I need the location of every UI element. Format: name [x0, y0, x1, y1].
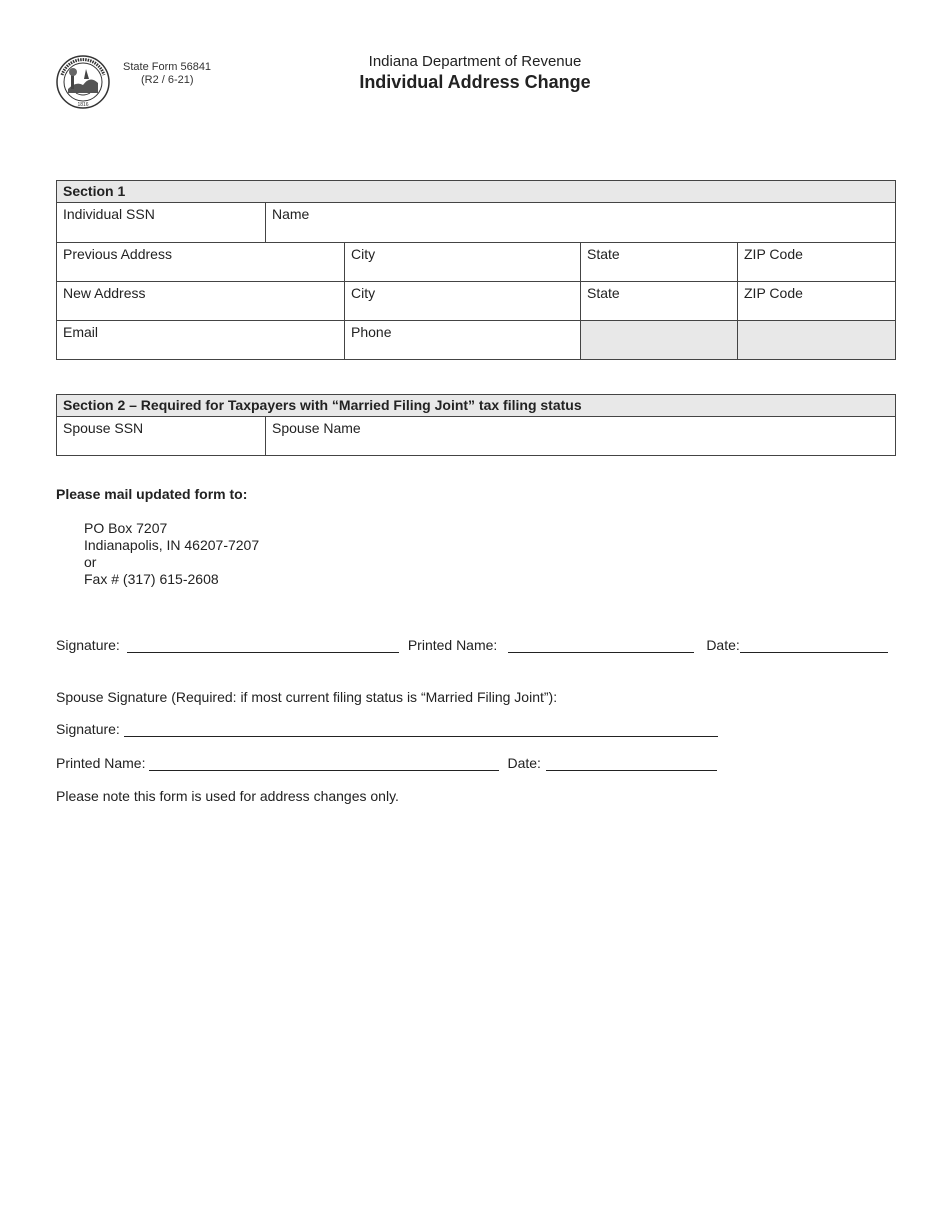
spouse-printed-name-label: Printed Name:: [56, 755, 146, 771]
previous-address-label: Previous Address: [63, 246, 172, 262]
printed-name-label: Printed Name:: [407, 637, 498, 653]
previous-state-label: State: [587, 246, 620, 262]
page-title: Individual Address Change: [359, 72, 591, 92]
date-label: Date:: [706, 637, 740, 653]
spouse-signature-label: Signature:: [56, 721, 120, 737]
spouse-signature-line[interactable]: [124, 722, 718, 737]
signature-line[interactable]: [127, 638, 399, 653]
new-city-field[interactable]: [345, 282, 581, 321]
mailing-address: [84, 520, 259, 588]
spouse-ssn-label: Spouse SSN: [63, 420, 144, 436]
name-label: Name: [272, 206, 310, 222]
previous-city-field[interactable]: [345, 243, 581, 282]
section-2-heading: Section 2 – Required for Taxpayers with “Married Filing Joint” tax filing status: [57, 395, 896, 417]
new-address-label: New Address: [63, 285, 146, 301]
new-state-field[interactable]: [581, 282, 738, 321]
spouse-name-field[interactable]: [266, 417, 896, 456]
spouse-ssn-field[interactable]: [57, 417, 266, 456]
spouse-date-line[interactable]: [546, 756, 717, 771]
previous-city-label: City: [351, 246, 376, 262]
mailing-line-or: or: [84, 554, 97, 570]
signature-label: Signature:: [56, 637, 120, 653]
form-number: State Form 56841: [123, 61, 212, 73]
spouse-printed-name-row: [56, 755, 717, 771]
spouse-printed-name-line[interactable]: [149, 756, 499, 771]
mailing-line-fax: Fax # (317) 615-2608: [84, 571, 219, 587]
footer-note: Please note this form is used for address changes only.: [56, 788, 399, 804]
svg-text:1816: 1816: [77, 102, 89, 108]
email-label: Email: [63, 324, 99, 340]
new-zip-label: ZIP Code: [744, 285, 803, 301]
department-name: Indiana Department of Revenue: [368, 53, 582, 70]
previous-zip-label: ZIP Code: [744, 246, 803, 262]
page-header: [0, 53, 950, 93]
signature-row: [56, 637, 888, 653]
spouse-date-label: Date:: [507, 755, 541, 771]
previous-state-field[interactable]: [581, 243, 738, 282]
date-line[interactable]: [740, 638, 888, 653]
individual-ssn-label: Individual SSN: [63, 206, 155, 222]
mailing-line-city: Indianapolis, IN 46207-7207: [84, 537, 260, 553]
phone-label: Phone: [351, 324, 392, 340]
section-1-heading: Section 1: [57, 181, 896, 203]
spouse-signature-note: Spouse Signature (Required: if most current filing status is “Married Filing Joint”):: [56, 689, 558, 705]
section-1-table: [56, 180, 896, 360]
printed-name-line[interactable]: [508, 638, 694, 653]
spouse-signature-row: [56, 721, 718, 737]
name-field[interactable]: [266, 203, 896, 243]
section-2-table: [56, 394, 896, 456]
new-zip-field[interactable]: [738, 282, 896, 321]
shaded-cell: [738, 321, 896, 360]
shaded-cell: [581, 321, 738, 360]
new-address-field[interactable]: [57, 282, 345, 321]
form-revision: (R2 / 6-21): [141, 74, 194, 86]
previous-address-field[interactable]: [57, 243, 345, 282]
mailing-line-po-box: PO Box 7207: [84, 520, 168, 536]
individual-ssn-field[interactable]: [57, 203, 266, 243]
mailing-title: Please mail updated form to:: [56, 486, 248, 502]
spouse-name-label: Spouse Name: [272, 420, 361, 436]
previous-zip-field[interactable]: [738, 243, 896, 282]
new-city-label: City: [351, 285, 376, 301]
phone-field[interactable]: [345, 321, 581, 360]
email-field[interactable]: [57, 321, 345, 360]
new-state-label: State: [587, 285, 620, 301]
